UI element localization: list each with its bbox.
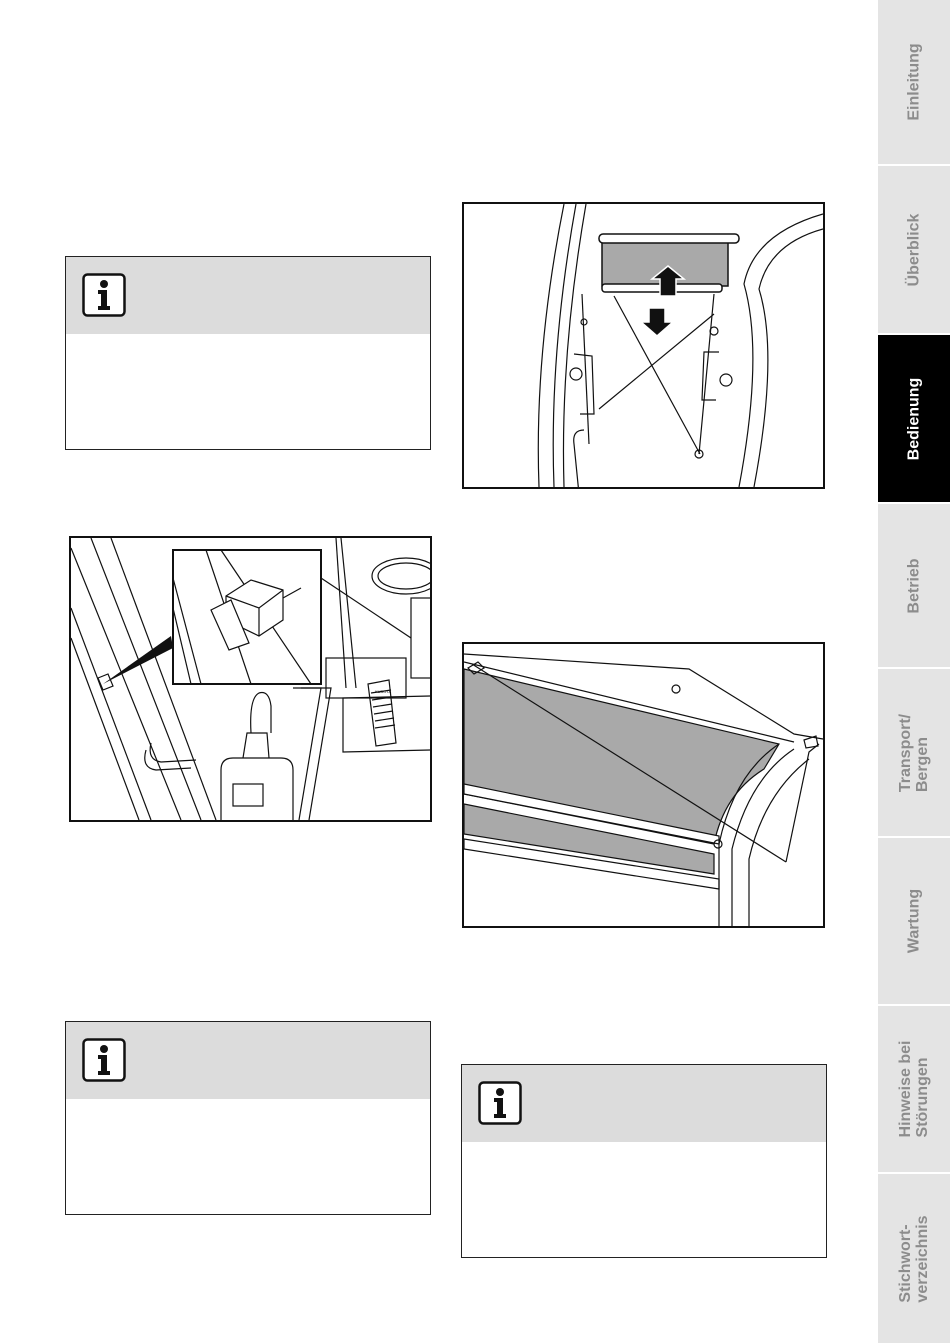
tab-label: Einleitung [905,43,923,121]
info-box-1 [65,256,431,450]
tab-label: Überblick [905,213,923,286]
info-box-header [462,1065,826,1142]
figure-cab-interior-bracket [69,536,432,822]
pedal-label: KUBOTA [375,689,392,694]
info-box-header [66,1022,430,1099]
tab-bedienung[interactable] [878,335,950,502]
info-box-3 [461,1064,827,1258]
tab-betrieb[interactable] [878,504,950,667]
tab-wartung[interactable] [878,838,950,1004]
tab-transport-bergen[interactable] [878,669,950,836]
tab-label: Wartung [905,888,923,954]
tab-hinweise-bei-stoerungen[interactable] [878,1006,950,1172]
tab-label: Stichwort- verzeichnis [897,1214,931,1303]
info-box-header [66,257,430,334]
tab-stichwortverzeichnis[interactable] [878,1174,950,1343]
tab-label: Transport/ Bergen [897,713,931,792]
chapter-tabs [878,0,950,1343]
info-box-2 [65,1021,431,1215]
info-icon [478,1081,522,1125]
tab-einleitung[interactable] [878,0,950,164]
info-icon [82,1038,126,1082]
tab-label: Hinweise bei Störungen [897,1040,931,1138]
tab-label: Bedienung [905,377,923,460]
tab-ueberblick[interactable] [878,166,950,333]
figure-roof-sunshade [462,202,825,489]
figure-sunshade-extended [462,642,825,928]
tab-label: Betrieb [905,557,923,614]
info-icon [82,273,126,317]
